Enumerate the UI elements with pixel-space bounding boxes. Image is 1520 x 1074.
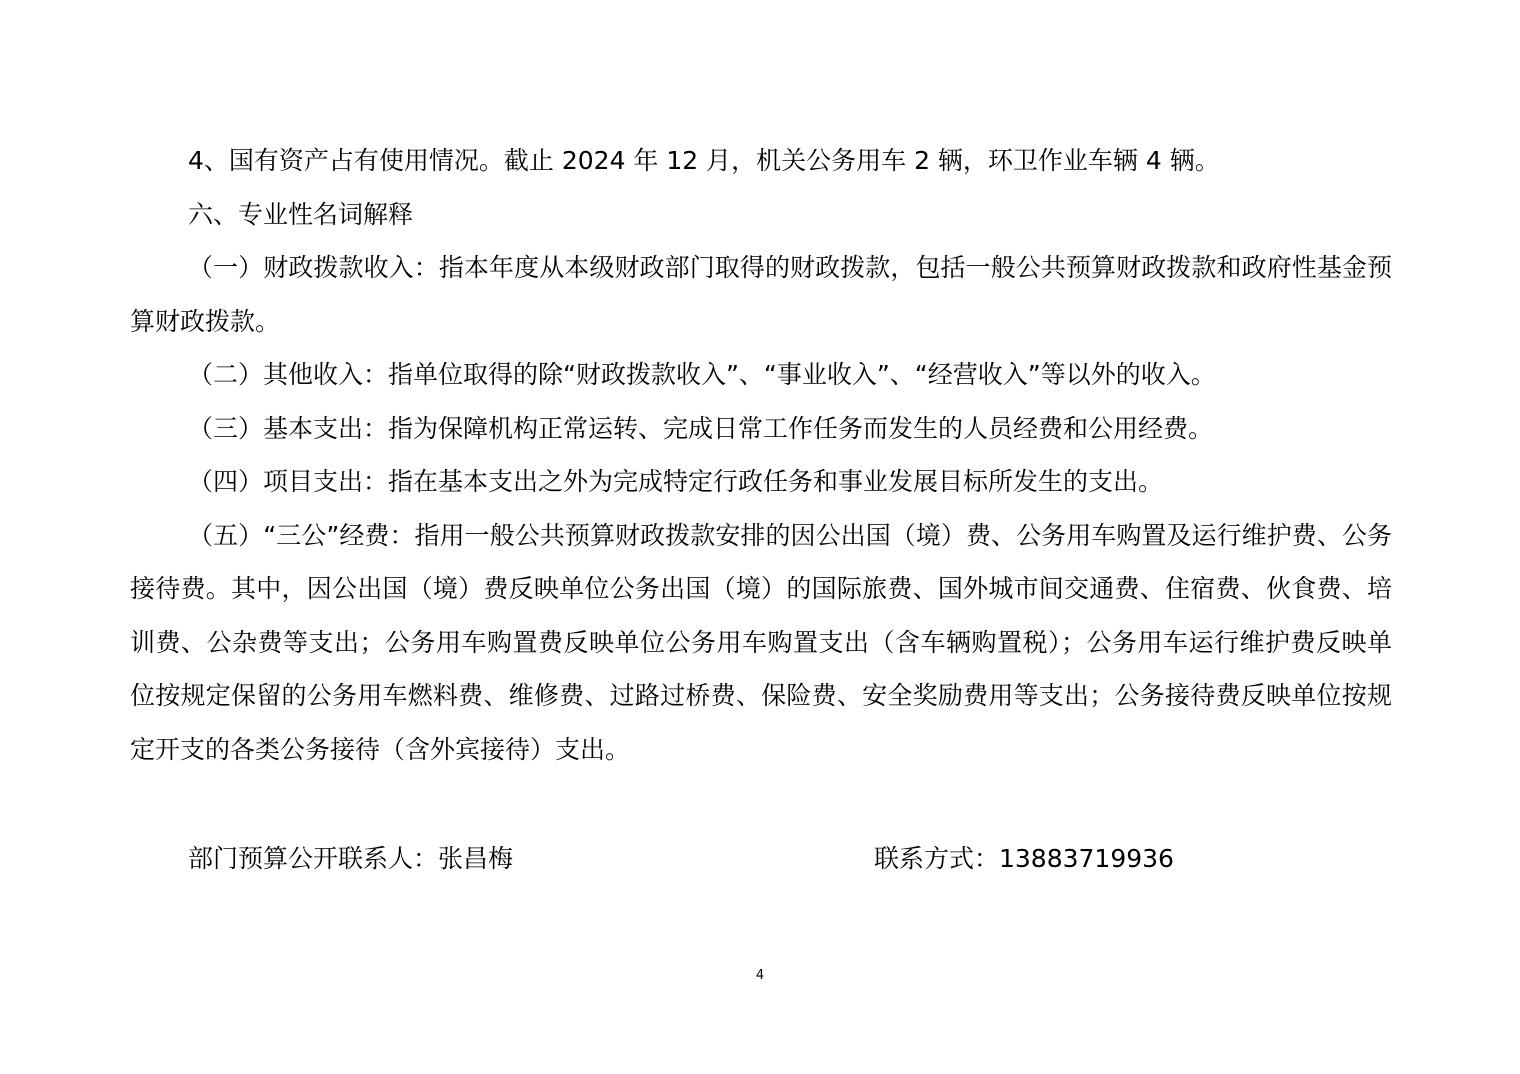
paragraph-term-fiscal-income: （一）财政拨款收入：指本年度从本级财政部门取得的财政拨款，包括一般公共预算财政拨款和政府性基金预算财政拨款。 (130, 253, 1392, 336)
paragraph-term-three-public-expenses: （五）“三公”经费：指用一般公共预算财政拨款安排的因公出国（境）费、公务用车购置及运行维护费、公务接待费。其中，因公出国（境）费反映单位公务出国（境）的国际旅费、国外城市间交通费、住宿费、伙食费、培训费、公杂费等支出；公务用车购置费反映单位公务用车购置支出（含车辆购置税）；公务用车运行维护费反映单位按规定保留的公务用车燃料费、维修费、过路过桥费、保险费、安全奖励费用等支出；公务接待费反映单位按规定开支的各类公务接待（含外宾接待）支出。 (130, 520, 1392, 764)
body-text (130, 134, 1392, 776)
paragraph-term-basic-expenditure: （三）基本支出：指为保障机构正常运转、完成日常工作任务而发生的人员经费和公用经费。 (188, 413, 1214, 443)
page-number: 4 (755, 968, 765, 983)
contact-phone: 联系方式：13883719936 (874, 844, 1174, 873)
section-heading-terms: 六、专业性名词解释 (188, 199, 414, 229)
paragraph-term-other-income: （二）其他收入：指单位取得的除“财政拨款收入”、“事业收入”、“经营收入”等以外的收入。 (188, 360, 1216, 389)
paragraph-state-assets: 4、国有资产占有使用情况。截止 2024 年 12 月，机关公务用车 2 辆，环卫作业车辆 4 辆。 (188, 146, 1220, 175)
contact-person: 部门预算公开联系人：张昌梅 (188, 844, 514, 873)
paragraph-term-project-expenditure: （四）项目支出：指在基本支出之外为完成特定行政任务和事业发展目标所发生的支出。 (188, 467, 1164, 496)
contact-row (0, 834, 1520, 884)
